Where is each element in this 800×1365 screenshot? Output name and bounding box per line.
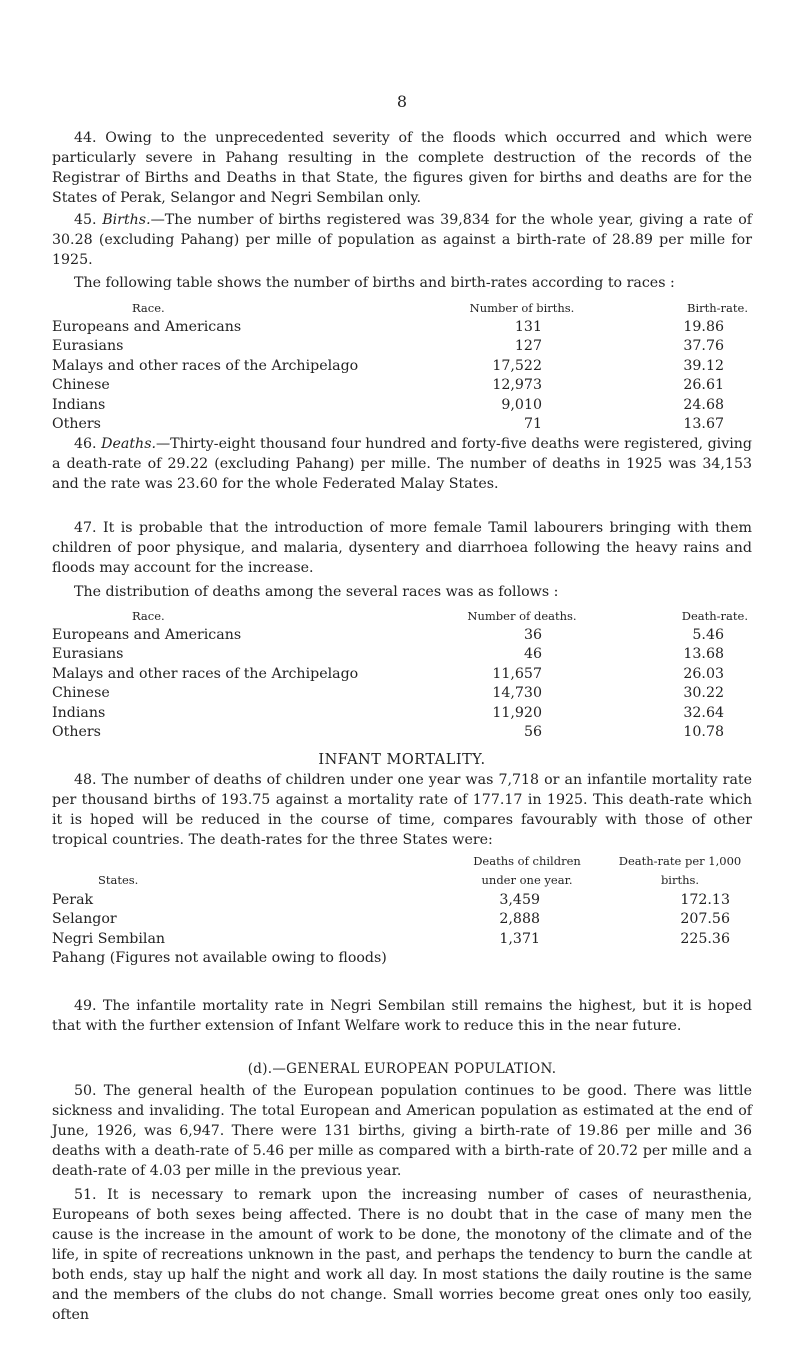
para45-text: —The number of births registered was 39,834 for the whole year, giving a rate of 30.28 (excluding Pahang) per mille of population as against a birth-rate of 28.89 per mille for 1925. [52,212,753,268]
table-row: Malays and other races of the Archipelago 11,657 26.03 [52,665,724,682]
page-number: 8 [396,92,408,111]
table-row: Eurasians 127 37.76 [52,338,724,355]
para46-text: —Thirty-eight thousand four hundred and forty-five deaths were registered, giving a death-rate of 29.22 (excluding Pahang) per mille. The number of deaths in 1925 was 34,153 and the rate was 23.60 for the whole Federated Malay States. [52,436,752,492]
table-row: Europeans and Americans 36 5.46 [52,627,724,643]
deaths-header-number: Number of deaths. [467,608,577,623]
births-header-race: Race. [132,300,165,315]
paragraph-48: 48. The number of deaths of children under one year was 7,718 or an infantile mortality rate per thousand births of 193.75 against a mortality rate of 177.17 in 1925. This death-rate which it is hoped will be reduced in the course of time, compares favourably with those of other tropical countries. The death-rates for the three States were: [52,772,752,848]
table-row: Indians 9,010 24.68 [52,396,724,413]
infant-mortality-heading: INFANT MORTALITY. [318,752,486,768]
paragraph-45 [52,210,752,270]
states-table-note: Pahang (Figures not available owing to floods) [52,950,387,967]
table-row: Malays and other races of the Archipelago 17,522 39.12 [52,357,724,374]
deaths-intro: The distribution of deaths among the several races was as follows : [74,584,559,600]
deaths-header-race: Race. [132,608,165,623]
table-row: Eurasians 46 13.68 [52,646,724,663]
paragraph-47: 47. It is probable that the introduction of more female Tamil labourers bringing with them children of poor physique, and malaria, dysentery and diarrhoea following the heavy rains and floods may account for the increase. [52,520,752,576]
table-row: Chinese 12,973 26.61 [52,377,724,394]
para45-title: Births. [102,212,151,228]
para44-text: 44. Owing to the unprecedented severity of the floods which occurred and which were particularly severe in Pahang resulting in the complete destruction of the records of the Registrar of Births and Deaths in that State, the figures given for births and deaths are for the States of Perak, Selangor and Negri Sembilan only. [52,130,752,206]
paragraph-49: 49. The infantile mortality rate in Negri Sembilan still remains the highest, but it is hoped that with the further extension of Infant Welfare work to reduce this in the near future. [52,998,752,1034]
section-d-heading: (d).—GENERAL EUROPEAN POPULATION. [247,1061,557,1077]
table-row: Chinese 14,730 30.22 [52,685,724,702]
paragraph-51: 51. It is necessary to remark upon the increasing number of cases of neurasthenia, Europeans of both sexes being affected. There is no doubt that in the case of many men the cause is the increase in the amount of work to be done, the monotony of the climate and of the life, in spite of recreations unknown in the past, and perhaps the tendency to burn the candle at both ends, stay up half the night and work all day. In most stations the daily routine is the same and the members of the clubs do not change. Small worries become great ones only too easily, often [52,1187,752,1323]
births-header-number: Number of births. [469,300,575,315]
table-row: Europeans and Americans 131 19.86 [52,319,724,335]
table-row: Perak 3,459 172.13 [52,891,730,908]
states-header-rate: Death-rate per 1,000 births. [618,854,742,888]
table-row: Negri Sembilan 1,371 225.36 [52,930,730,947]
deaths-header-rate: Death-rate. [681,608,748,623]
table-row: Others 56 10.78 [52,724,724,741]
para45-num: 45. [74,212,97,228]
states-table [52,852,752,968]
births-table [52,292,752,434]
states-header-deaths: Deaths of children under one year. [473,854,581,888]
para46-num: 46. [74,436,97,452]
para46-title: Deaths. [101,436,156,452]
deaths-table [52,600,752,742]
table-row: Indians 11,920 32.64 [52,704,724,721]
births-header-rate: Birth-rate. [687,300,748,315]
paragraph-50: 50. The general health of the European population continues to be good. There was little sickness and invaliding. The total European and American population as estimated at the end of June, 1926, was 6,947. There were 131 births, giving a birth-rate of 19.86 per mille and 36 deaths with a death-rate of 5.46 per mille as compared with a birth-rate of 20.72 per mille and a death-rate of 4.03 per mille in the previous year. [52,1083,752,1179]
table-row: Others 71 13.67 [52,416,724,433]
paragraph-46 [52,434,752,494]
states-header-state: States. [98,873,139,888]
paragraph-44 [52,128,752,208]
births-intro: The following table shows the number of births and birth-rates according to races : [74,275,675,291]
table-row: Selangor 2,888 207.56 [52,911,730,928]
